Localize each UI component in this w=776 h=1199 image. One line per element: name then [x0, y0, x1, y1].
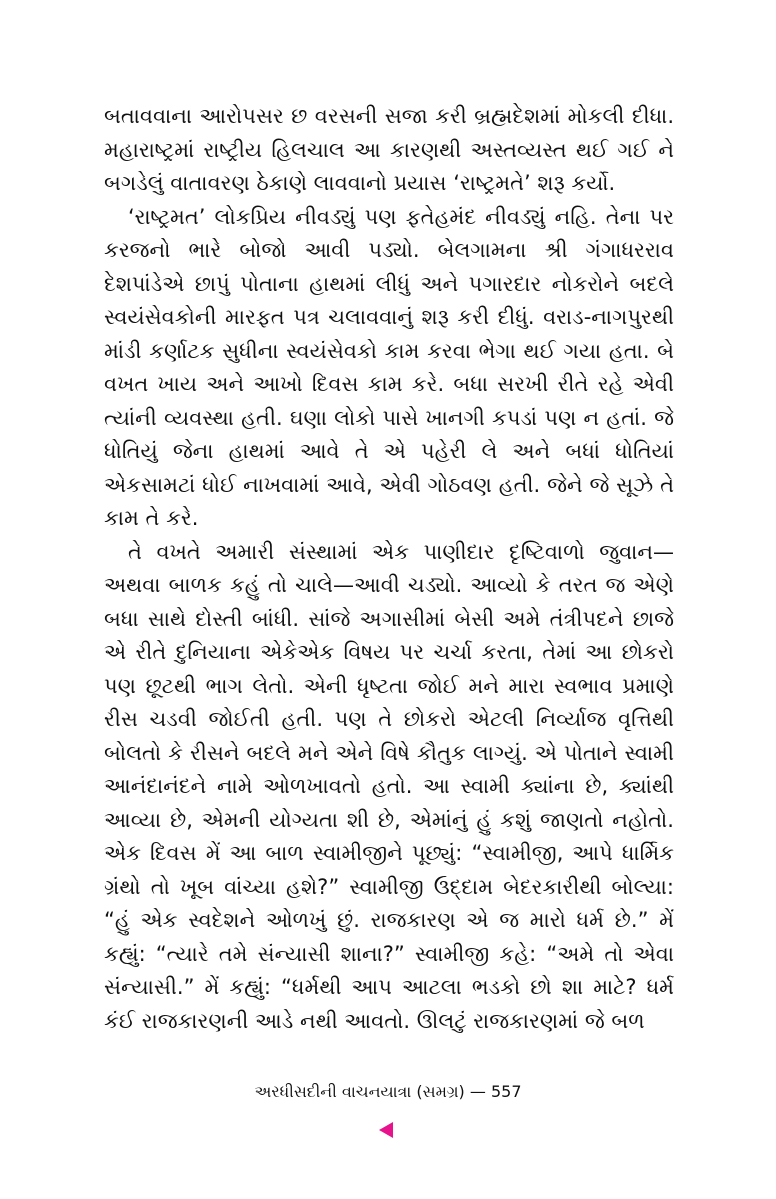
- paragraph-3: તે વખતે અમારી સંસ્થામાં એક પાણીદાર દૃષ્ટિવાળો જુવાન—અથવા બાળક કહું તો ચાલે—આવી ચડ્યો. આવ્યો કે તરત જ એણે બધા સાથે દોસ્તી બાંધી. સાંજે અગાસીમાં બેસી અમે તંત્રીપદને છાજે એ રીતે દુનિયાના એકેએક વિષય પર ચર્ચા કરતા, તેમાં આ છોકરો પણ છૂટથી ભાગ લેતો. એની ધૃષ્ટતા જોઈ મને મારા સ્વભાવ પ્રમાણે રીસ ચડવી જોઈતી હતી. પણ તે છોકરો એટલી નિર્વ્યાજ વૃત્તિથી બોલતો કે રીસને બદલે મને એને વિષે કૌતુક લાગ્યું. એ પોતાને સ્વામી આનંદાનંદને નામે ઓળખાવતો હતો. આ સ્વામી ક્યાંના છે, ક્યાંથી આવ્યા છે, એમની યોગ્યતા શી છે, એમાંનું હું કશું જાણતો નહોતો. એક દિવસ મેં આ બાળ સ્વામીજીને પૂછ્યું: “સ્વામીજી, આપે ધાર્મિક ગ્રંથો તો ખૂબ વાંચ્યા હશે?” સ્વામીજી ઉદ્દામ બેદરકારીથી બોલ્યા: “હું એક સ્વદેશને ઓળખું છું. રાજકારણ એ જ મારો ધર્મ છે.” મેં કહ્યું: “ત્યારે તમે સંન્યાસી શાના?” સ્વામીજી કહે: “અમે તો એવા સંન્યાસી.” મેં કહ્યું: “ધર્મથી આપ આટલા ભડકો છો શા માટે? ધર્મ કંઈ રાજકારણની આડે નથી આવતો. ઊલટું રાજકારણમાં જે બળ: [104, 539, 674, 1033]
- paragraph-2: ‘રાષ્ટ્રમત’ લોકપ્રિય નીવડ્યું પણ ફતેહમંદ નીવડ્યું નહિ. તેના પર કરજનો ભારે બોજો આવી પડ્યો. બેલગામના શ્રી ગંગાધરરાવ દેશપાંડેએ છાપું પોતાના હાથમાં લીધું અને પગારદાર નોકરોને બદલે સ્વયંસેવકોની મારફત પત્ર ચલાવવાનું શરૂ કરી દીધું. વરાડ-નાગપુરથી માંડી કર્ણાટક સુધીના સ્વયંસેવકો કામ કરવા ભેગા થઈ ગયા હતા. બે વખત ખાય અને આખો દિવસ કામ કરે. બધા સરખી રીતે રહે એવી ત્યાંની વ્યવસ્થા હતી. ઘણા લોકો પાસે ખાનગી કપડાં પણ ન હતાં. જે ધોતિયું જેના હાથમાં આવે તે એ પહેરી લે અને બધાં ધોતિયાં એકસામટાં ધોઈ નાખવામાં આવે, એવી ગોઠવણ હતી. જેને જે સૂઝે તે કામ તે કરે.: [104, 204, 674, 530]
- previous-page-icon[interactable]: [379, 1122, 393, 1138]
- paragraph-1: બતાવવાના આરોપસર છ વરસની સજા કરી બ્રહ્મદેશમાં મોકલી દીધા. મહારાષ્ટ્રમાં રાષ્ટ્રીય હિલચાલ આ કારણથી અસ્તવ્યસ્ત થઈ ગઈ ને બગડેલું વાતાવરણ ઠેકાણે લાવવાનો પ્રયાસ ‘રાષ્ટ્રમતે’ શરૂ કર્યો.: [104, 104, 674, 195]
- page-footer: અરધીસદીની વાચનયાત્રા (સમગ્ર) — 557: [254, 1082, 522, 1101]
- page-body: [104, 100, 674, 1038]
